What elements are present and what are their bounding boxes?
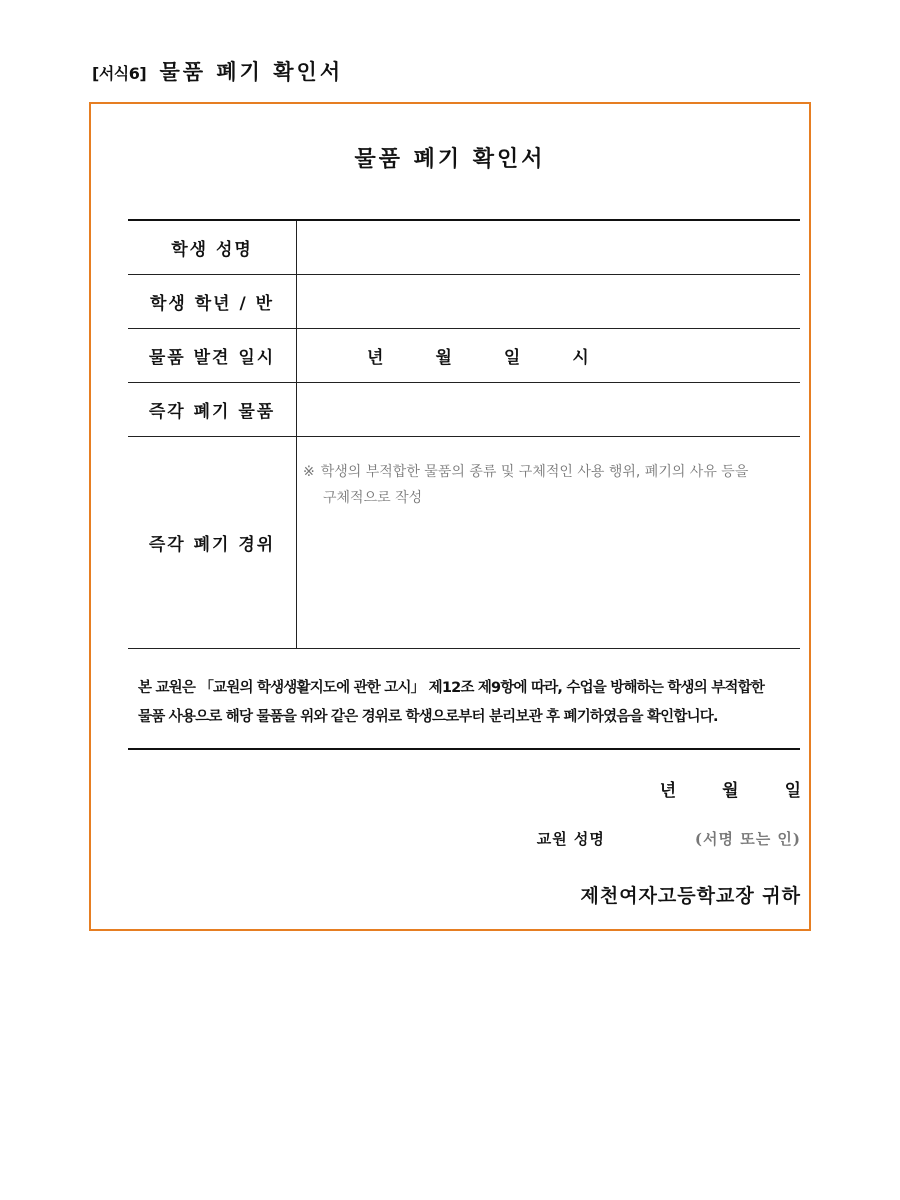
document-title: 물품 폐기 확인서 (354, 146, 546, 172)
student-grade-class-label: 학생 학년 / 반 (128, 275, 297, 328)
confirmation-statement (138, 674, 798, 732)
table-row (128, 437, 800, 649)
disposed-item-field[interactable] (297, 383, 800, 436)
disposal-reason-label: 즉각 폐기 경위 (128, 437, 297, 648)
table-row (128, 329, 800, 383)
hour-label: 시 (572, 348, 589, 368)
statement-line-2: 물품 사용으로 해당 물품을 위와 같은 경위로 학생으로부터 분리보관 후 폐기하였음을 확인합니다. (138, 709, 718, 725)
signing-day-label: 일 (784, 781, 801, 801)
note-line-2: 구체적으로 작성 (323, 490, 423, 506)
form-number: [서식6] (92, 64, 147, 83)
divider (128, 748, 800, 750)
teacher-name-label: 교원 성명 (536, 830, 605, 848)
student-grade-class-field[interactable] (297, 275, 800, 328)
guidance-note (303, 459, 794, 511)
table-row (128, 221, 800, 275)
document-frame (89, 102, 811, 931)
signature-placeholder: (서명 또는 인) (694, 830, 801, 848)
month-label: 월 (435, 348, 452, 368)
student-name-label: 학생 성명 (128, 221, 297, 274)
addressee: 제천여자고등학교장 귀하 (580, 885, 801, 907)
form-heading (92, 56, 343, 86)
signing-month-label: 월 (722, 781, 739, 801)
signature-line[interactable] (537, 828, 801, 849)
signing-year-label: 년 (659, 781, 677, 801)
note-line-1: 학생의 부적합한 물품의 종류 및 구체적인 사용 행위, 폐기의 사유 등을 (320, 464, 749, 480)
student-name-field[interactable] (297, 221, 800, 274)
disposal-reason-field[interactable] (297, 437, 800, 648)
statement-line-1: 본 교원은 「교원의 학생생활지도에 관한 고시」 제12조 제9항에 따라, 수업을 방해하는 학생의 부적합한 (138, 680, 765, 696)
info-table (128, 219, 800, 649)
form-heading-title: 물품 폐기 확인서 (159, 59, 344, 84)
table-row (128, 275, 800, 329)
table-row (128, 383, 800, 437)
day-label: 일 (503, 348, 521, 368)
year-label: 년 (367, 348, 384, 368)
found-datetime-label: 물품 발견 일시 (128, 329, 297, 382)
found-datetime-field[interactable] (297, 329, 800, 382)
note-mark: ※ (303, 464, 315, 480)
signing-date[interactable] (614, 776, 801, 801)
disposed-item-label: 즉각 폐기 물품 (128, 383, 297, 436)
